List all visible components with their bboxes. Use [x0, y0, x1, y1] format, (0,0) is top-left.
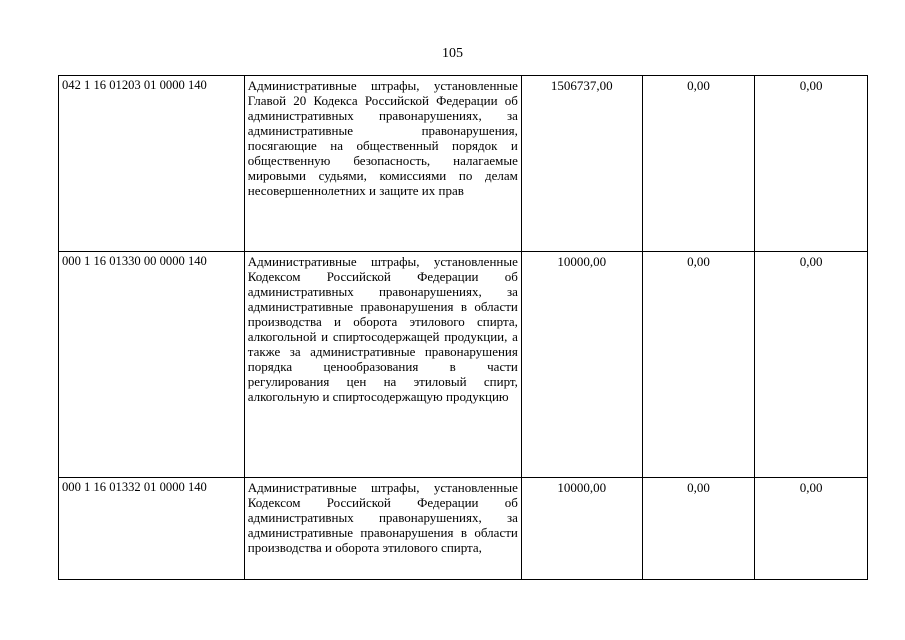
- amount-cell-1: 10000,00: [521, 252, 642, 478]
- amount-cell-2: 0,00: [642, 478, 755, 580]
- amount-cell-3: 0,00: [755, 76, 868, 252]
- budget-revenue-table: [58, 75, 868, 580]
- description-cell: Административные штрафы, установленные Главой 20 Кодекса Российской Федерации об административных правонарушениях, за административные правонарушения, посягающие на общественный порядок и общественную безопасность, налагаемые мировыми судьями, комиссиями по делам несовершеннолетних и защите их прав: [244, 76, 521, 252]
- description-cell: Административные штрафы, установленные Кодексом Российской Федерации об административных правонарушениях, за административные правонарушения в области производства и оборота этилового спирта,: [244, 478, 521, 580]
- table-row: [59, 252, 868, 478]
- classification-code-cell: 042 1 16 01203 01 0000 140: [59, 76, 245, 252]
- amount-cell-3: 0,00: [755, 252, 868, 478]
- table-row: [59, 478, 868, 580]
- amount-cell-2: 0,00: [642, 76, 755, 252]
- amount-cell-3: 0,00: [755, 478, 868, 580]
- page-number: 105: [442, 46, 463, 61]
- amount-cell-2: 0,00: [642, 252, 755, 478]
- classification-code-cell: 000 1 16 01330 00 0000 140: [59, 252, 245, 478]
- description-cell: Административные штрафы, установленные Кодексом Российской Федерации об административных правонарушениях, за административные правонарушения в области производства и оборота этилового спирта, алкогольной и спиртосодержащей продукции, а также за административные правонарушения порядка ценообразования в части регулирования цен на этиловый спирт, алкогольную и спиртосодержащую продукцию: [244, 252, 521, 478]
- table-row: [59, 76, 868, 252]
- amount-cell-1: 1506737,00: [521, 76, 642, 252]
- amount-cell-1: 10000,00: [521, 478, 642, 580]
- classification-code-cell: 000 1 16 01332 01 0000 140: [59, 478, 245, 580]
